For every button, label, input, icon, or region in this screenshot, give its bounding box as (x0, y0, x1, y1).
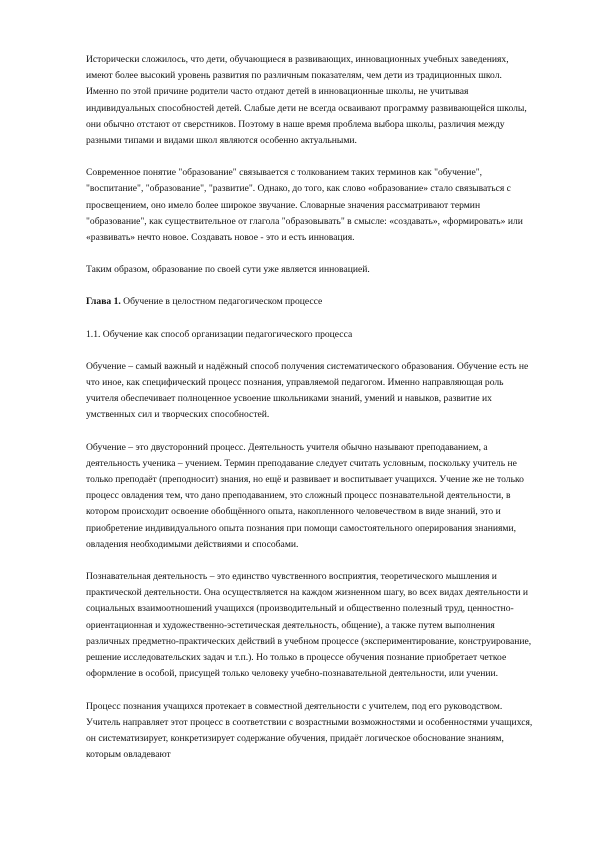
paragraph: Таким образом, образование по своей сути уже является инновацией. (86, 264, 370, 276)
paragraph: Современное понятие "образование" связывается с толкованием таких терминов как "обучение", "воспитание", "образование", "развитие". Однако, до того, как слово «образование» стало связываться с просвещением, оно имело более широкое звучание. Словарные значения рассматривают термин "образование", как существительное от глагола "образовывать" в смысле: «создавать», «формировать» или «развивать» нечто новое. Создавать новое - это и есть инновация. (86, 167, 523, 244)
chapter-heading (86, 294, 534, 310)
chapter-title: Обучение в целостном педагогическом процессе (120, 296, 323, 308)
paragraph: Процесс познания учащихся протекает в совместной деятельности с учителем, под его руководством. Учитель направляет этот процесс в соответствии с возрастными возможностями и особенностями учащихся, он систематизирует, конкретизирует содержание обучения, придаёт логическое обоснование знаниям, которым овладевают (86, 700, 533, 761)
document-body (86, 52, 534, 779)
paragraph: Познавательная деятельность – это единство чувственного восприятия, теоретического мышления и практической деятельности. Она осуществляется на каждом жизненном шагу, во всех видах деятельности и социальных взаимоотношений учащихся (производительный и общественно полезный труд, ценностно-ориентационная и художественно-эстетическая деятельность, общение), а также путем выполнения различных предметно-практических действий в учебном процессе (экспериментирование, конструирование, решение исследовательских задач и т.п.). Но только в процессе обучения познание приобретает четкое оформление в особой, присущей только человеку учебно-познавательной деятельности, или учении. (86, 571, 532, 680)
section-heading: 1.1. Обучение как способ организации педагогического процесса (86, 328, 353, 340)
paragraph: Обучение – самый важный и надёжный способ получения систематического образования. Обучение есть не что иное, как специфический процесс познания, управляемой педагогом. Именно направляющая роль учителя обеспечивает полноценное усвоение школьниками знаний, умений и навыков, развитие их умственных сил и творческих способностей. (86, 360, 529, 421)
chapter-label: Глава 1. (86, 296, 121, 308)
paragraph: Исторически сложилось, что дети, обучающиеся в развивающих, инновационных учебных заведениях, имеют более высокий уровень развития по различным показателям, чем дети из традиционных школ. Именно по этой причине родители часто отдают детей в инновационные школы, не учитывая индивидуальных способностей детей. Слабые дети не всегда осваивают программу развивающейся школы, они обычно отстают от сверстников. Поэтому в наше время проблема выбора школы, различия между разными типами и видами школ являются особенно актуальными. (86, 54, 527, 147)
paragraph: Обучение – это двусторонний процесс. Деятельность учителя обычно называют преподаванием, а деятельность ученика – учением. Термин преподавание следует считать условным, поскольку учитель не только преподаёт (преподносит) знания, но ещё и развивает и воспитывает учащихся. Учение же не только процесс овладения тем, что дано преподаванием, это сложный процесс познавательной деятельности, в котором происходит освоение обобщённого опыта, накопленного человечеством в виде знаний, это и приобретение индивидуального опыта познания при помощи самостоятельного оперирования знаниями, овладения необходимыми действиями и способами. (86, 441, 524, 550)
